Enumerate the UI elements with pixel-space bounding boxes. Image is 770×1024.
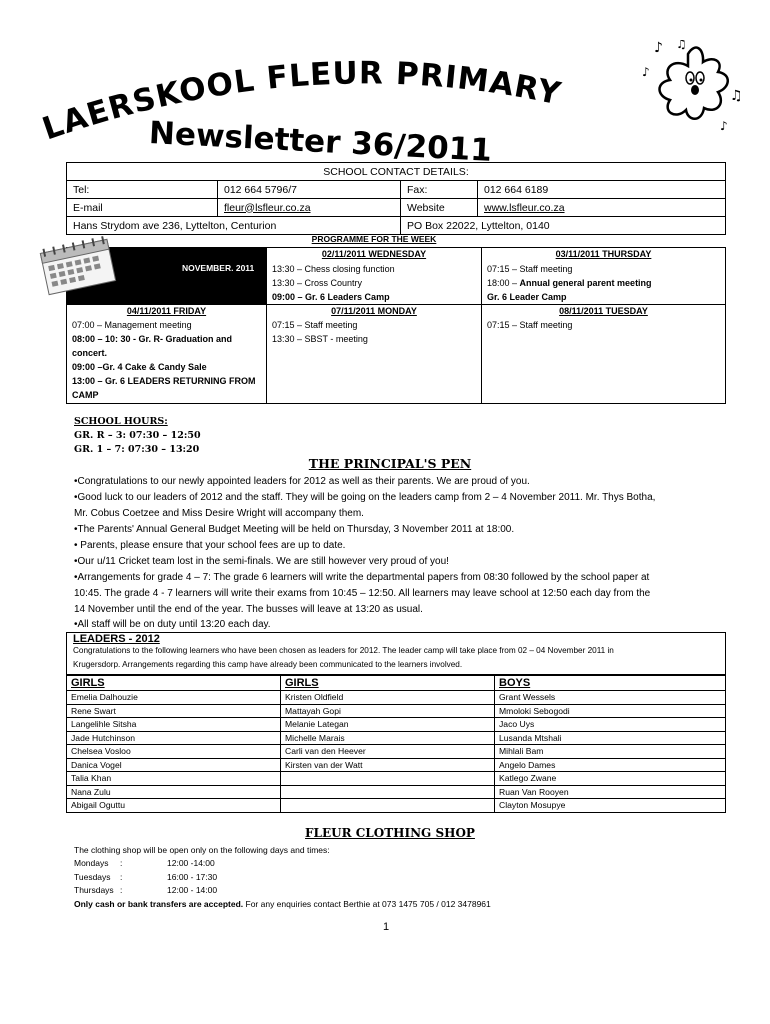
website-link[interactable]: www.lsfleur.co.za: [478, 199, 726, 217]
school-hours-heading: SCHOOL HOURS:: [74, 416, 168, 427]
clothing-sep: :: [120, 872, 123, 882]
thu-date: 03/11/2011 THURSDAY: [555, 249, 652, 259]
leader-name: Carli van den Heever: [281, 745, 495, 759]
clothing-day: Tuesdays: [74, 872, 111, 882]
leader-name: Kristen Oldfield: [281, 691, 495, 705]
clothing-time: 16:00 - 17:30: [167, 872, 218, 882]
mon-item: 07:15 – Staff meeting: [272, 320, 358, 330]
clothing-time: 12:00 -14:00: [167, 858, 215, 868]
fri-date: 04/11/2011 FRIDAY: [126, 306, 207, 316]
fri-item: 09:00 –Gr. 4 Cake & Candy Sale: [72, 362, 207, 372]
svg-text:♪: ♪: [642, 65, 650, 79]
tel-value: 012 664 5796/7: [218, 181, 401, 199]
svg-text:♪: ♪: [720, 119, 728, 133]
principal-line: • Parents, please ensure that your school fees are up to date.: [74, 540, 346, 551]
school-hours-line: GR. R – 3: 07:30 – 12:50: [74, 430, 201, 441]
leader-name: Chelsea Vosloo: [67, 745, 281, 759]
leader-name: Mmoloki Sebogodi: [495, 704, 726, 718]
leaders-intro: Krugersdorp. Arrangements regarding this camp have already been communicated to the learners involved.: [73, 660, 463, 669]
table-row: [67, 772, 726, 786]
wed-item: 13:30 – Cross Country: [272, 278, 363, 288]
table-row: [67, 745, 726, 759]
clothing-time: 12:00 - 14:00: [167, 885, 218, 895]
email-link[interactable]: fleur@lsfleur.co.za: [218, 199, 401, 217]
leader-name: Ruan Van Rooyen: [495, 785, 726, 799]
principal-line: 10:45. The grade 4 - 7 learners will write their exams from 10:45 – 12:50. All learners may leave school at 12:50 each day from the: [74, 588, 651, 599]
table-row: [67, 731, 726, 745]
clothing-note-bold: Only cash or bank transfers are accepted.: [74, 899, 244, 909]
clothing-heading: FLEUR CLOTHING SHOP: [305, 826, 475, 840]
website-label: Website: [401, 199, 478, 217]
table-row: [67, 704, 726, 718]
street-address: Hans Strydom ave 236, Lyttelton, Centurion: [67, 217, 401, 235]
leader-name: Mihlali Bam: [495, 745, 726, 759]
girls-column-header: GIRLS: [67, 676, 281, 691]
fri-item: 13:00 – Gr. 6 LEADERS RETURNING FROM: [72, 376, 256, 386]
principal-line: •Congratulations to our newly appointed leaders for 2012 as well as their parents. We are proud of you.: [74, 476, 530, 487]
page-number: 1: [383, 921, 390, 933]
leader-name: Jade Hutchinson: [67, 731, 281, 745]
svg-text:♪: ♪: [654, 40, 663, 56]
clothing-intro: The clothing shop will be open only on the following days and times:: [74, 845, 330, 855]
month-label: NOVEMBER. 2011: [182, 263, 255, 273]
principal-line: •Arrangements for grade 4 – 7: The grade 6 learners will write the departmental papers from 08:30 followed by the school paper at: [74, 572, 650, 583]
girls-column-header: GIRLS: [281, 676, 495, 691]
leader-name: Katlego Zwane: [495, 772, 726, 786]
calendar-icon: [34, 236, 122, 298]
clothing-sep: :: [120, 858, 123, 868]
table-row: [67, 758, 726, 772]
fax-label: Fax:: [401, 181, 478, 199]
fri-item: CAMP: [72, 390, 99, 400]
table-row: [67, 785, 726, 799]
postal-address: PO Box 22022, Lyttelton, 0140: [401, 217, 726, 235]
programme-heading: PROGRAMME FOR THE WEEK: [311, 234, 437, 244]
leader-name: Emelia Dalhouzie: [67, 691, 281, 705]
svg-text:♫: ♫: [730, 88, 743, 104]
school-hours-line: GR. 1 – 7: 07:30 – 13:20: [74, 444, 200, 455]
leader-name: Mattayah Gopi: [281, 704, 495, 718]
wed-item: 09:00 – Gr. 6 Leaders Camp: [272, 292, 390, 302]
leader-name: Michelle Marais: [281, 731, 495, 745]
table-row: [67, 691, 726, 705]
leaders-heading: LEADERS - 2012: [73, 633, 160, 645]
email-label: E-mail: [67, 199, 218, 217]
clothing-day: Mondays: [74, 858, 109, 868]
tue-item: 07:15 – Staff meeting: [487, 320, 573, 330]
leader-name: Jaco Uys: [495, 718, 726, 732]
leaders-table: [66, 675, 726, 813]
contact-heading: SCHOOL CONTACT DETAILS:: [67, 163, 726, 181]
clothing-note: [74, 899, 491, 909]
thu-item: 07:15 – Staff meeting: [487, 264, 573, 274]
leader-name: [281, 785, 495, 799]
leader-name: [281, 799, 495, 813]
fri-item: 07:00 – Management meeting: [72, 320, 192, 330]
leaders-intro: Congratulations to the following learners who have been chosen as leaders for 2012. The leader camp will take place from 02 – 04 November 2011 in: [73, 646, 614, 655]
leader-name: Nana Zulu: [67, 785, 281, 799]
clothing-note-text: For any enquiries contact Berthie at 073 1475 705 / 012 3478961: [243, 899, 491, 909]
table-row: [67, 799, 726, 813]
fri-item: 08:00 – 10: 30 - Gr. R- Graduation and: [72, 334, 233, 344]
mon-item: 13:30 – SBST - meeting: [272, 334, 368, 344]
contact-table: [66, 162, 726, 235]
thu-item: Gr. 6 Leader Camp: [487, 292, 567, 302]
principal-line: •Good luck to our leaders of 2012 and the staff. They will be going on the leaders camp from 2 – 4 November 2011. Mr. Thys Botha,: [74, 492, 656, 503]
leader-name: Grant Wessels: [495, 691, 726, 705]
mon-date: 07/11/2011 MONDAY: [331, 306, 417, 316]
svg-text:♫: ♫: [676, 40, 687, 51]
leader-name: Lusanda Mtshali: [495, 731, 726, 745]
leader-name: Abigail Oguttu: [67, 799, 281, 813]
leader-name: Talia Khan: [67, 772, 281, 786]
fri-item: concert.: [72, 348, 108, 358]
table-row: [67, 718, 726, 732]
principal-heading: THE PRINCIPAL'S PEN: [308, 456, 472, 471]
leader-name: Danica Vogel: [67, 758, 281, 772]
newsletter-number: Newsletter 36/2011: [148, 115, 493, 169]
leader-name: [281, 772, 495, 786]
leader-name: Langelihle Sitsha: [67, 718, 281, 732]
principal-line: •The Parents' Annual General Budget Meeting will be held on Thursday, 3 November 2011 at 18:00.: [74, 524, 515, 535]
tue-date: 08/11/2011 TUESDAY: [559, 306, 648, 316]
fax-value: 012 664 6189: [478, 181, 726, 199]
star-mascot-icon: [640, 40, 750, 140]
principal-line: 14 November until the end of the year. The busses will leave at 13:20 as usual.: [74, 604, 423, 615]
boys-column-header: BOYS: [495, 676, 726, 691]
clothing-day: Thursdays: [74, 885, 114, 895]
leader-name: Kirsten van der Watt: [281, 758, 495, 772]
school-name: LAERSKOOL FLEUR PRIMARY: [37, 55, 565, 148]
wed-item: 13:30 – Chess closing function: [272, 264, 395, 274]
leader-name: Melanie Lategan: [281, 718, 495, 732]
leader-name: Clayton Mosupye: [495, 799, 726, 813]
wed-date: 02/11/2011 WEDNESDAY: [321, 249, 427, 259]
principal-line: Mr. Cobus Coetzee and Miss Desire Wright will accompany them.: [74, 508, 364, 519]
clothing-sep: :: [120, 885, 123, 895]
thu-item: 18:00 – Annual general parent meeting: [487, 278, 652, 288]
principal-line: •All staff will be on duty until 13:20 each day.: [74, 619, 271, 630]
tel-label: Tel:: [67, 181, 218, 199]
principal-line: •Our u/11 Cricket team lost in the semi-finals. We are still however very proud of you!: [74, 556, 449, 567]
leader-name: Angelo Dames: [495, 758, 726, 772]
leader-name: Rene Swart: [67, 704, 281, 718]
